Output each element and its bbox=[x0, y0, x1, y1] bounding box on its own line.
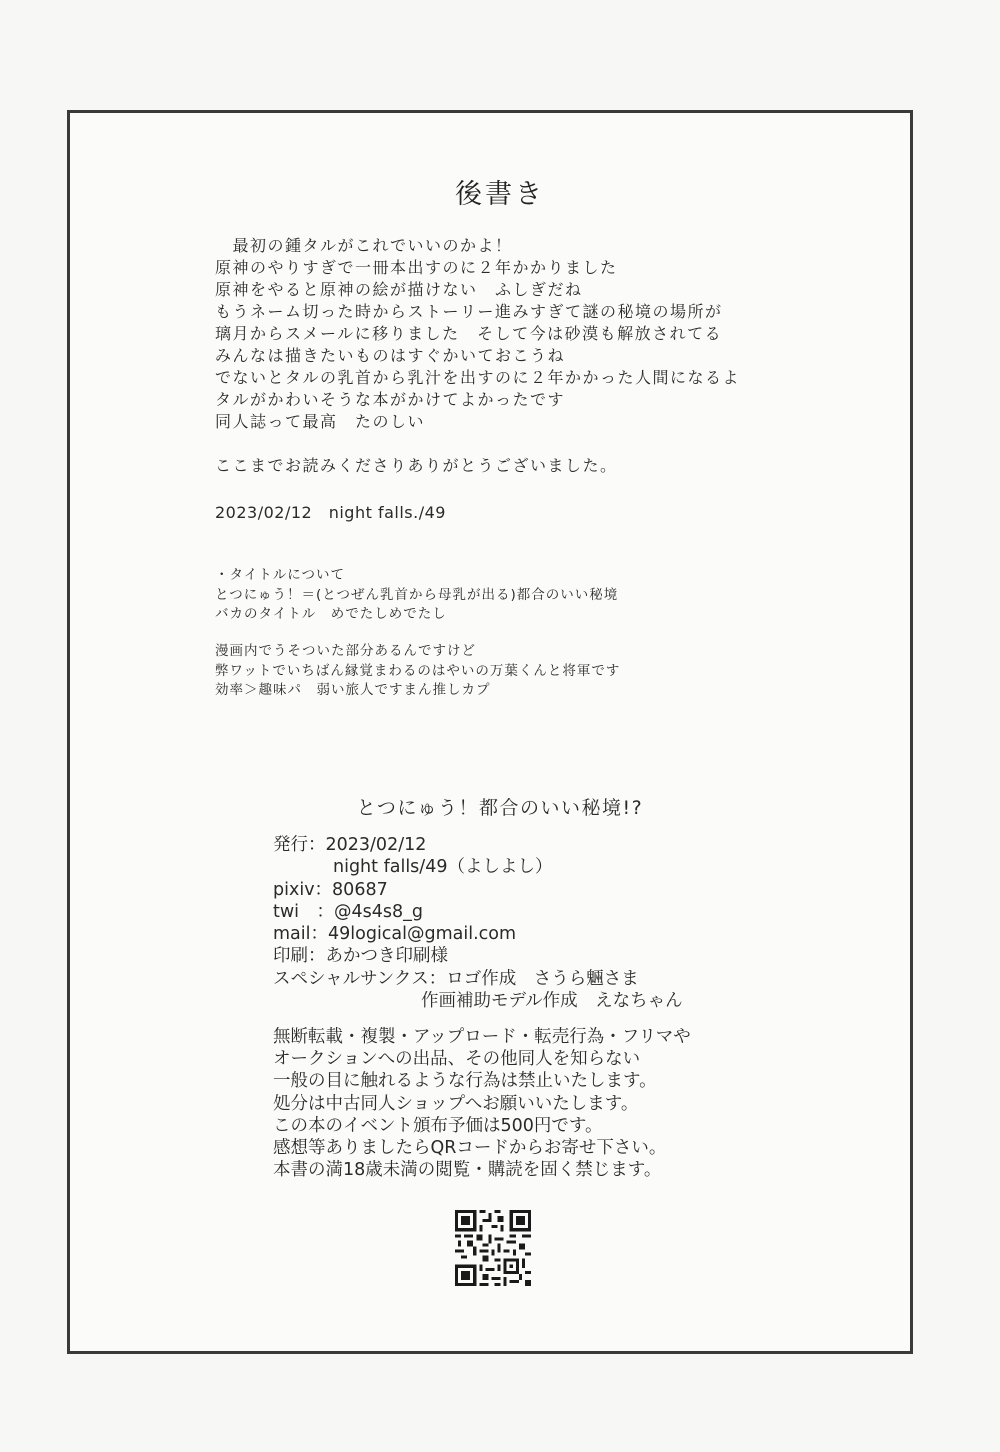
afterword-line: 璃月からスメールに移りました そして今は砂漠も解放されてる bbox=[215, 324, 723, 343]
afterword-line: みんなは描きたいものはすぐかいておこうね bbox=[215, 346, 566, 365]
legal-line: オークションへの出品、その他同人を知らない bbox=[273, 1049, 641, 1070]
issue-date: 発行：2023/02/12 bbox=[273, 835, 427, 855]
book-title: とつにゅう！都合のいい秘境!? bbox=[356, 797, 644, 819]
note-line: とつにゅう！＝(とつぜん乳首から母乳が出る)都合のいい秘境 bbox=[215, 586, 619, 603]
note-line: ・タイトルについて bbox=[215, 567, 345, 583]
title-notes bbox=[215, 566, 618, 625]
mail-address: mail：49logical@gmail.com bbox=[273, 924, 517, 945]
circle-name: night falls/49（よしよし） bbox=[333, 857, 553, 878]
qr-code bbox=[455, 1210, 531, 1286]
legal-line: 処分は中古同人ショップへお願いいたします。 bbox=[273, 1093, 639, 1114]
colophon-credits bbox=[273, 834, 683, 1012]
afterword-heading: 後書き bbox=[455, 179, 545, 210]
thanks-message bbox=[215, 455, 618, 477]
legal-line: 本書の満18歳未満の閲覧・購読を固く禁じます。 bbox=[273, 1160, 662, 1181]
afterword-line: タルがかわいそうな本がかけてよかったです bbox=[215, 390, 566, 409]
signature: 2023/02/12 night falls./49 bbox=[215, 503, 446, 522]
afterword-line: でないとタルの乳首から乳汁を出すのに２年かかった人間になるよ bbox=[215, 368, 741, 387]
note-line: 効率＞趣味パ 弱い旅人ですまん推しカプ bbox=[215, 682, 491, 698]
afterword-line: 原神をやると原神の絵が描けない ふしぎだね bbox=[215, 280, 583, 299]
legal-line: 無断転載・複製・アップロード・転売行為・フリマや bbox=[273, 1027, 691, 1047]
special-thanks-2: 作画補助モデル作成 えなちゃん bbox=[421, 991, 683, 1012]
note-line: 漫画内でうそついた部分あるんですけど bbox=[215, 643, 476, 659]
legal-line: 一般の目に触れるような行為は禁止いたします。 bbox=[273, 1071, 657, 1092]
afterword-line: 同人誌って最高 たのしい bbox=[215, 412, 426, 431]
twitter-handle: twi ：@4s4s8_g bbox=[273, 901, 424, 922]
special-thanks: スペシャルサンクス：ロゴ作成 さうら魎さま bbox=[273, 968, 639, 989]
printer: 印刷：あかつき印刷様 bbox=[273, 946, 448, 967]
pixiv-id: pixiv：80687 bbox=[273, 879, 388, 900]
afterword-line: もうネーム切った時からストーリー進みすぎて謎の秘境の場所が bbox=[215, 302, 723, 321]
legal-notice bbox=[273, 1026, 691, 1181]
note-line: 弊ワットでいちばん縁覚まわるのはやいの万葉くんと将軍です bbox=[215, 662, 621, 679]
afterword-line: 原神のやりすぎで一冊本出すのに２年かかりました bbox=[215, 258, 618, 277]
thanks-line: ここまでお読みくださりありがとうございました。 bbox=[215, 456, 618, 475]
afterword-body bbox=[215, 235, 740, 433]
extra-notes bbox=[215, 642, 620, 701]
afterword-line: 最初の鍾タルがこれでいいのかよ！ bbox=[215, 236, 513, 255]
legal-line: 感想等ありましたらQRコードからお寄せ下さい。 bbox=[273, 1138, 667, 1159]
legal-line: この本のイベント頒布予価は500円です。 bbox=[273, 1115, 603, 1136]
note-line: バカのタイトル めでたしめでたし bbox=[215, 606, 447, 622]
